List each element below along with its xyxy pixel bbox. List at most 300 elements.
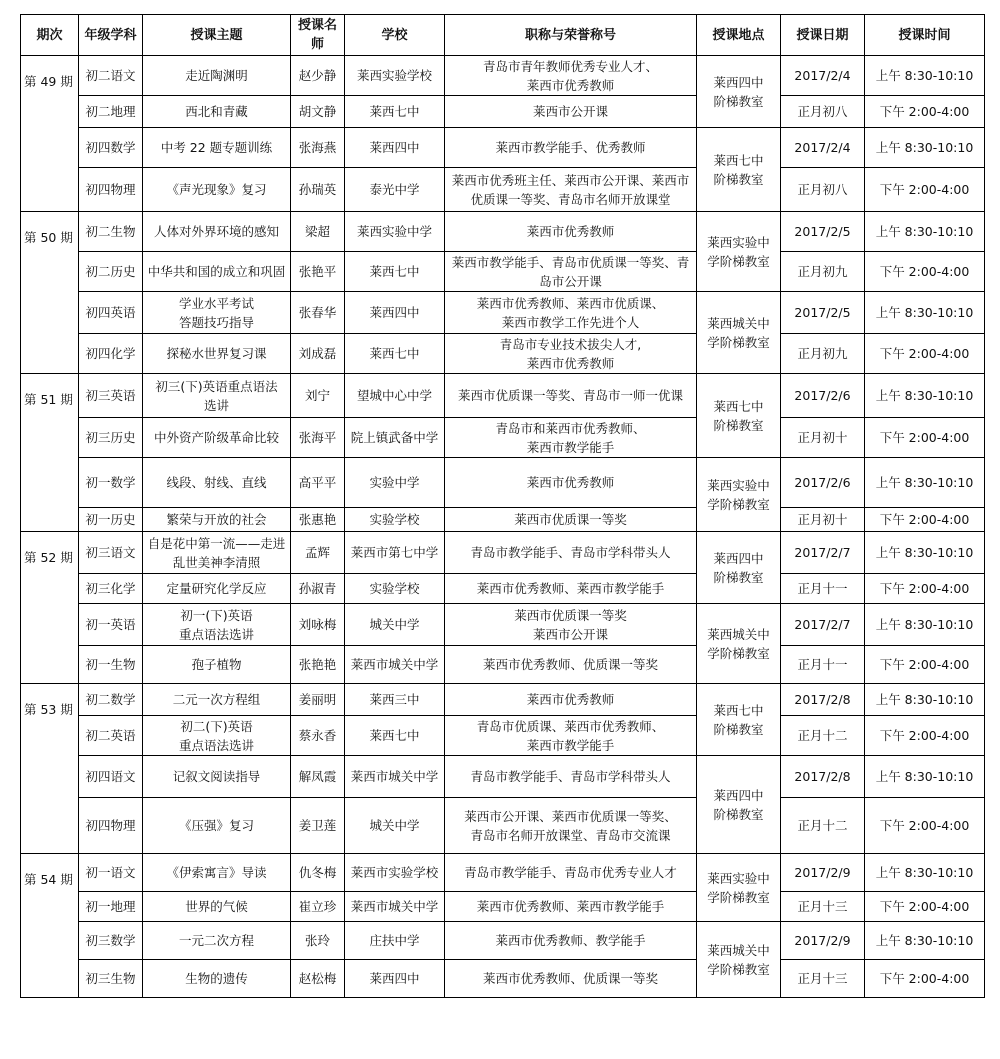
teacher-cell: 孙淑青 [291, 574, 345, 604]
honors-cell [445, 922, 697, 960]
schedule-body [21, 56, 985, 998]
topic-cell [143, 854, 291, 892]
teacher-cell: 仇冬梅 [291, 854, 345, 892]
topic-cell-line: 初三(下)英语重点语法 [155, 378, 278, 394]
subject-cell: 初一数学 [79, 458, 143, 508]
schedule-table [20, 14, 985, 998]
location-cell-line: 阶梯教室 [713, 171, 764, 187]
location-cell [697, 128, 781, 212]
topic-cell-line: 乱世美神李清照 [172, 554, 261, 570]
topic-cell-line: 走近陶渊明 [185, 68, 248, 83]
topic-cell-line: 西北和青藏 [185, 104, 248, 119]
date-cell: 正月十二 [781, 716, 865, 756]
topic-cell-line: 《声光现象》复习 [166, 182, 267, 197]
topic-cell-line: 自是花中第一流——走进 [147, 535, 286, 551]
location-cell [697, 854, 781, 922]
time-cell: 上午 8:30-10:10 [865, 56, 985, 96]
teacher-cell: 孙瑞英 [291, 168, 345, 212]
topic-cell [143, 168, 291, 212]
honors-cell-line: 青岛市和莱西市优秀教师、 [495, 420, 646, 436]
table-row [21, 716, 985, 756]
table-row [21, 168, 985, 212]
date-cell: 2017/2/7 [781, 604, 865, 646]
location-cell [697, 458, 781, 532]
school-cell: 城关中学 [345, 604, 445, 646]
subject-cell: 初三历史 [79, 418, 143, 458]
topic-cell [143, 96, 291, 128]
topic-cell-line: 中外资产阶级革命比较 [153, 430, 279, 445]
honors-cell [445, 96, 697, 128]
topic-cell-line: 人体对外界环境的感知 [153, 224, 279, 239]
location-cell [697, 684, 781, 756]
topic-cell-line: 世界的气候 [185, 899, 248, 914]
topic-cell-line: 定量研究化学反应 [166, 581, 267, 596]
time-cell: 下午 2:00-4:00 [865, 892, 985, 922]
period-cell: 第 49 期 [21, 56, 79, 212]
honors-cell [445, 854, 697, 892]
teacher-cell: 姜卫莲 [291, 798, 345, 854]
subject-cell: 初四物理 [79, 168, 143, 212]
topic-cell-line: 答题技巧指导 [178, 314, 254, 330]
location-cell-line: 学阶梯教室 [707, 334, 770, 350]
date-cell: 正月初八 [781, 168, 865, 212]
time-cell: 上午 8:30-10:10 [865, 854, 985, 892]
honors-cell [445, 252, 697, 292]
table-row [21, 56, 985, 96]
teacher-cell: 张海平 [291, 418, 345, 458]
school-cell: 实验学校 [345, 508, 445, 532]
period-cell: 第 52 期 [21, 532, 79, 684]
subject-cell: 初二生物 [79, 212, 143, 252]
honors-cell-line: 莱西市教学能手 [526, 737, 615, 753]
topic-cell [143, 922, 291, 960]
honors-cell [445, 292, 697, 334]
location-cell-line: 学阶梯教室 [707, 496, 770, 512]
teacher-cell: 张春华 [291, 292, 345, 334]
topic-cell [143, 56, 291, 96]
table-row [21, 922, 985, 960]
time-cell: 上午 8:30-10:10 [865, 532, 985, 574]
topic-cell [143, 892, 291, 922]
location-cell-line: 学阶梯教室 [707, 961, 770, 977]
teacher-cell: 张玲 [291, 922, 345, 960]
date-cell: 2017/2/5 [781, 212, 865, 252]
school-cell: 院上镇武备中学 [345, 418, 445, 458]
topic-cell [143, 334, 291, 374]
time-cell: 上午 8:30-10:10 [865, 128, 985, 168]
honors-cell-line: 莱西市教学能手 [526, 439, 615, 455]
topic-cell [143, 574, 291, 604]
honors-cell-line: 莱西市公开课 [532, 104, 608, 119]
header-subject: 年级学科 [79, 15, 143, 56]
honors-cell-line: 莱西市教学能手、优秀教师 [495, 140, 646, 155]
school-cell: 莱西七中 [345, 96, 445, 128]
date-cell: 正月十一 [781, 646, 865, 684]
subject-cell: 初一英语 [79, 604, 143, 646]
header-school: 学校 [345, 15, 445, 56]
topic-cell [143, 128, 291, 168]
teacher-cell: 张海燕 [291, 128, 345, 168]
time-cell: 下午 2:00-4:00 [865, 168, 985, 212]
subject-cell: 初三英语 [79, 374, 143, 418]
honors-cell-line: 莱西市优质课一等奖 [514, 512, 627, 527]
honors-cell-line: 莱西市优秀教师、优质课一等奖 [482, 971, 658, 986]
honors-cell-line: 莱西市优秀班主任、莱西市公开课、莱西市 [451, 172, 690, 188]
location-cell [697, 604, 781, 684]
topic-cell [143, 374, 291, 418]
table-row [21, 892, 985, 922]
date-cell: 2017/2/9 [781, 854, 865, 892]
topic-cell [143, 716, 291, 756]
location-cell [697, 292, 781, 374]
topic-cell-line: 学业水平考试 [178, 295, 254, 311]
table-row [21, 854, 985, 892]
honors-cell [445, 960, 697, 998]
honors-cell [445, 374, 697, 418]
location-cell [697, 374, 781, 458]
honors-cell-line: 青岛市教学能手、青岛市学科带头人 [470, 769, 671, 784]
honors-cell-line: 莱西市教学工作先进个人 [501, 314, 640, 330]
school-cell: 莱西市城关中学 [345, 646, 445, 684]
date-cell: 2017/2/8 [781, 684, 865, 716]
table-row [21, 646, 985, 684]
honors-cell [445, 458, 697, 508]
date-cell: 2017/2/5 [781, 292, 865, 334]
subject-cell: 初三化学 [79, 574, 143, 604]
period-cell: 第 51 期 [21, 374, 79, 532]
school-cell: 莱西七中 [345, 334, 445, 374]
teacher-cell: 刘宁 [291, 374, 345, 418]
location-cell-line: 莱西七中 [713, 152, 764, 168]
date-cell: 正月初九 [781, 334, 865, 374]
honors-cell [445, 892, 697, 922]
date-cell: 正月初八 [781, 96, 865, 128]
subject-cell: 初四化学 [79, 334, 143, 374]
honors-cell-line: 莱西市优秀教师、莱西市教学能手 [476, 581, 665, 596]
subject-cell: 初二数学 [79, 684, 143, 716]
topic-cell-line: 重点语法选讲 [178, 737, 254, 753]
honors-cell [445, 128, 697, 168]
topic-cell-line: 孢子植物 [191, 657, 242, 672]
honors-cell-line: 青岛市教学能手、青岛市学科带头人 [470, 545, 671, 560]
location-cell-line: 莱西七中 [713, 398, 764, 414]
honors-cell [445, 418, 697, 458]
honors-cell-line: 莱西市优秀教师 [526, 77, 615, 93]
honors-cell-line: 莱西市优秀教师 [526, 224, 615, 239]
date-cell: 2017/2/4 [781, 128, 865, 168]
time-cell: 下午 2:00-4:00 [865, 646, 985, 684]
location-cell [697, 922, 781, 998]
school-cell: 莱西实验学校 [345, 56, 445, 96]
time-cell: 上午 8:30-10:10 [865, 604, 985, 646]
honors-cell [445, 646, 697, 684]
honors-cell-line: 青岛市教学能手、青岛市优秀专业人才 [464, 865, 677, 880]
school-cell: 莱西七中 [345, 252, 445, 292]
time-cell: 上午 8:30-10:10 [865, 458, 985, 508]
honors-cell-line: 莱西市优秀教师、莱西市优质课、 [476, 295, 665, 311]
honors-cell [445, 574, 697, 604]
topic-cell [143, 604, 291, 646]
topic-cell-line: 探秘水世界复习课 [166, 346, 267, 361]
honors-cell-line: 莱西市优秀教师 [526, 692, 615, 707]
date-cell: 2017/2/9 [781, 922, 865, 960]
date-cell: 正月初十 [781, 508, 865, 532]
topic-cell-line: 重点语法选讲 [178, 626, 254, 642]
location-cell-line: 学阶梯教室 [707, 645, 770, 661]
school-cell: 莱西实验中学 [345, 212, 445, 252]
location-cell-line: 阶梯教室 [713, 806, 764, 822]
honors-cell-line: 莱西市优秀教师、莱西市教学能手 [476, 899, 665, 914]
honors-cell-line: 青岛市名师开放课堂、青岛市交流课 [470, 827, 671, 843]
teacher-cell: 高平平 [291, 458, 345, 508]
table-row [21, 458, 985, 508]
school-cell: 实验中学 [345, 458, 445, 508]
date-cell: 正月十三 [781, 960, 865, 998]
time-cell: 下午 2:00-4:00 [865, 334, 985, 374]
location-cell [697, 532, 781, 604]
honors-cell [445, 334, 697, 374]
topic-cell [143, 458, 291, 508]
school-cell: 庄扶中学 [345, 922, 445, 960]
header-row [21, 15, 985, 56]
subject-cell: 初一历史 [79, 508, 143, 532]
topic-cell-line: 《压强》复习 [178, 818, 254, 833]
location-cell-line: 阶梯教室 [713, 93, 764, 109]
topic-cell [143, 646, 291, 684]
honors-cell-line: 莱西市公开课 [532, 626, 608, 642]
period-cell: 第 50 期 [21, 212, 79, 374]
honors-cell-line: 莱西市优秀教师、教学能手 [495, 933, 646, 948]
period-cell: 第 54 期 [21, 854, 79, 998]
topic-cell [143, 684, 291, 716]
table-row [21, 96, 985, 128]
honors-cell-line: 莱西市优质课一等奖、青岛市一师一优课 [457, 388, 683, 403]
header-location: 授课地点 [697, 15, 781, 56]
time-cell: 下午 2:00-4:00 [865, 252, 985, 292]
location-cell-line: 莱西四中 [713, 74, 764, 90]
location-cell-line: 莱西城关中 [707, 626, 770, 642]
topic-cell [143, 756, 291, 798]
time-cell: 上午 8:30-10:10 [865, 684, 985, 716]
location-cell-line: 莱西城关中 [707, 942, 770, 958]
table-row [21, 574, 985, 604]
location-cell-line: 学阶梯教室 [707, 889, 770, 905]
location-cell-line: 莱西实验中 [707, 234, 770, 250]
honors-cell [445, 604, 697, 646]
time-cell: 下午 2:00-4:00 [865, 798, 985, 854]
location-cell-line: 阶梯教室 [713, 417, 764, 433]
honors-cell-line: 莱西市公开课、莱西市优质课一等奖、 [464, 808, 677, 824]
honors-cell-line: 青岛市专业技术拔尖人才, [499, 336, 642, 352]
honors-cell-line: 莱西市优秀教师 [526, 355, 615, 371]
school-cell: 泰光中学 [345, 168, 445, 212]
table-row [21, 212, 985, 252]
location-cell-line: 学阶梯教室 [707, 253, 770, 269]
table-row [21, 334, 985, 374]
time-cell: 下午 2:00-4:00 [865, 418, 985, 458]
time-cell: 上午 8:30-10:10 [865, 212, 985, 252]
topic-cell-line: 线段、射线、直线 [166, 475, 267, 490]
topic-cell-line: 二元一次方程组 [172, 692, 261, 707]
table-row [21, 374, 985, 418]
table-row [21, 418, 985, 458]
time-cell: 下午 2:00-4:00 [865, 574, 985, 604]
honors-cell [445, 716, 697, 756]
subject-cell: 初一生物 [79, 646, 143, 684]
school-cell: 望城中心中学 [345, 374, 445, 418]
table-row [21, 532, 985, 574]
teacher-cell: 梁超 [291, 212, 345, 252]
header-period: 期次 [21, 15, 79, 56]
subject-cell: 初二地理 [79, 96, 143, 128]
topic-cell-line: 中考 22 题专题训练 [160, 140, 273, 155]
date-cell: 2017/2/7 [781, 532, 865, 574]
date-cell: 正月初九 [781, 252, 865, 292]
teacher-cell: 姜丽明 [291, 684, 345, 716]
table-row [21, 798, 985, 854]
location-cell [697, 756, 781, 854]
topic-cell [143, 532, 291, 574]
school-cell: 莱西市城关中学 [345, 892, 445, 922]
subject-cell: 初二语文 [79, 56, 143, 96]
teacher-cell: 赵松梅 [291, 960, 345, 998]
topic-cell [143, 418, 291, 458]
honors-cell-line: 青岛市优质课、莱西市优秀教师、 [476, 718, 665, 734]
subject-cell: 初二英语 [79, 716, 143, 756]
location-cell-line: 阶梯教室 [713, 569, 764, 585]
date-cell: 正月十二 [781, 798, 865, 854]
date-cell: 2017/2/4 [781, 56, 865, 96]
topic-cell [143, 798, 291, 854]
teacher-cell: 蔡永香 [291, 716, 345, 756]
time-cell: 下午 2:00-4:00 [865, 716, 985, 756]
date-cell: 正月十一 [781, 574, 865, 604]
topic-cell [143, 252, 291, 292]
teacher-cell: 张艳平 [291, 252, 345, 292]
school-cell: 莱西七中 [345, 716, 445, 756]
school-cell: 莱西四中 [345, 128, 445, 168]
location-cell-line: 莱西七中 [713, 702, 764, 718]
location-cell-line: 莱西城关中 [707, 315, 770, 331]
topic-cell-line: 选讲 [203, 397, 229, 413]
topic-cell-line: 记叙文阅读指导 [172, 769, 261, 784]
topic-cell-line: 生物的遗传 [185, 971, 248, 986]
topic-cell-line: 一元二次方程 [178, 933, 254, 948]
location-cell [697, 212, 781, 292]
topic-cell [143, 212, 291, 252]
location-cell-line: 莱西实验中 [707, 477, 770, 493]
honors-cell-line: 岛市公开课 [539, 273, 602, 289]
honors-cell-line: 莱西市优秀教师 [526, 475, 615, 490]
subject-cell: 初一语文 [79, 854, 143, 892]
time-cell: 下午 2:00-4:00 [865, 96, 985, 128]
location-cell-line: 莱西四中 [713, 550, 764, 566]
table-row [21, 292, 985, 334]
topic-cell [143, 508, 291, 532]
subject-cell: 初四物理 [79, 798, 143, 854]
teacher-cell: 解凤霞 [291, 756, 345, 798]
honors-cell [445, 56, 697, 96]
date-cell: 2017/2/6 [781, 374, 865, 418]
teacher-cell: 孟辉 [291, 532, 345, 574]
school-cell: 莱西四中 [345, 292, 445, 334]
honors-cell [445, 798, 697, 854]
time-cell: 上午 8:30-10:10 [865, 756, 985, 798]
topic-cell-line: 繁荣与开放的社会 [166, 512, 267, 527]
school-cell: 莱西市城关中学 [345, 756, 445, 798]
honors-cell [445, 532, 697, 574]
location-cell [697, 56, 781, 128]
topic-cell-line: 初一(下)英语 [180, 607, 253, 623]
topic-cell [143, 292, 291, 334]
honors-cell [445, 168, 697, 212]
school-cell: 实验学校 [345, 574, 445, 604]
topic-cell-line: 《伊索寓言》导读 [166, 865, 267, 880]
honors-cell-line: 莱西市优秀教师、优质课一等奖 [482, 657, 658, 672]
teacher-cell: 张艳艳 [291, 646, 345, 684]
school-cell: 莱西市实验学校 [345, 854, 445, 892]
table-row [21, 508, 985, 532]
table-row [21, 128, 985, 168]
table-row [21, 684, 985, 716]
topic-cell-line: 中华共和国的成立和巩固 [147, 264, 286, 279]
honors-cell-line: 莱西市教学能手、青岛市优质课一等奖、青 [451, 254, 690, 270]
school-cell: 莱西市第七中学 [345, 532, 445, 574]
time-cell: 上午 8:30-10:10 [865, 374, 985, 418]
honors-cell-line: 莱西市优质课一等奖 [514, 607, 627, 623]
teacher-cell: 赵少静 [291, 56, 345, 96]
honors-cell [445, 684, 697, 716]
teacher-cell: 崔立珍 [291, 892, 345, 922]
school-cell: 莱西四中 [345, 960, 445, 998]
honors-cell [445, 508, 697, 532]
school-cell: 城关中学 [345, 798, 445, 854]
table-row [21, 756, 985, 798]
school-cell: 莱西三中 [345, 684, 445, 716]
time-cell: 下午 2:00-4:00 [865, 508, 985, 532]
location-cell-line: 莱西四中 [713, 787, 764, 803]
subject-cell: 初三语文 [79, 532, 143, 574]
time-cell: 上午 8:30-10:10 [865, 922, 985, 960]
honors-cell-line: 青岛市青年教师优秀专业人才、 [482, 58, 658, 74]
subject-cell: 初三生物 [79, 960, 143, 998]
header-date: 授课日期 [781, 15, 865, 56]
location-cell-line: 莱西实验中 [707, 870, 770, 886]
date-cell: 正月十三 [781, 892, 865, 922]
subject-cell: 初四语文 [79, 756, 143, 798]
header-time: 授课时间 [865, 15, 985, 56]
subject-cell: 初四数学 [79, 128, 143, 168]
header-teacher: 授课名师 [291, 15, 345, 56]
honors-cell [445, 212, 697, 252]
subject-cell: 初二历史 [79, 252, 143, 292]
time-cell: 下午 2:00-4:00 [865, 960, 985, 998]
period-cell: 第 53 期 [21, 684, 79, 854]
date-cell: 正月初十 [781, 418, 865, 458]
teacher-cell: 刘咏梅 [291, 604, 345, 646]
table-row [21, 960, 985, 998]
location-cell-line: 阶梯教室 [713, 721, 764, 737]
header-honors: 职称与荣誉称号 [445, 15, 697, 56]
time-cell: 上午 8:30-10:10 [865, 292, 985, 334]
honors-cell [445, 756, 697, 798]
topic-cell-line: 初二(下)英语 [180, 718, 253, 734]
date-cell: 2017/2/6 [781, 458, 865, 508]
subject-cell: 初四英语 [79, 292, 143, 334]
table-row [21, 604, 985, 646]
subject-cell: 初一地理 [79, 892, 143, 922]
teacher-cell: 刘成磊 [291, 334, 345, 374]
